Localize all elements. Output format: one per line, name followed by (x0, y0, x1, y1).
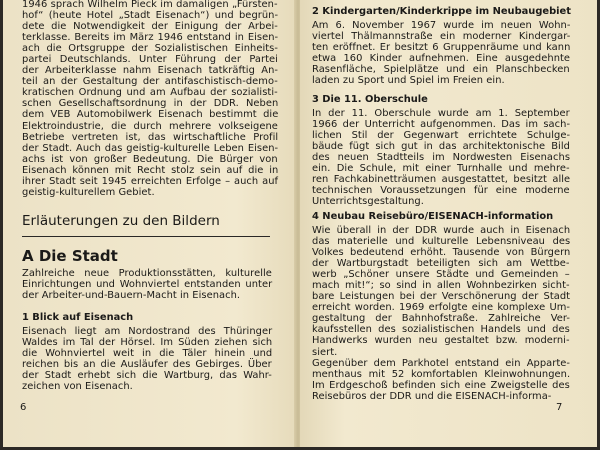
text-line: lichen Stil der Gegenwart errichtete Schulge- (312, 130, 571, 142)
section-rule (22, 236, 270, 237)
text-line: partei Deutschlands. Unter Führung der Partei (22, 54, 278, 66)
text-line: der Stadt erhebt sich die Wartburg, das Wahr- (22, 370, 272, 382)
item2-paragraph (312, 20, 570, 86)
text-line: dete die Notwendigkeit der Einigung der Arbei- (22, 21, 278, 33)
text-line: viertel Thälmannstraße ein moderner Kindergar- (312, 31, 571, 43)
text-line: bare Leistungen bei der Verschönerung der Stadt (312, 291, 571, 303)
text-line: Rasenfläche, Spielplätze und ein Planschbecken (312, 64, 570, 76)
text-line: In der 11. Oberschule wurde am 1. September (312, 108, 570, 119)
text-line: 1946 sprach Wilhelm Pieck im damaligen „Fürsten- (22, 0, 278, 10)
text-line: teil an der Gestaltung der antifaschistisch-demo- (22, 76, 278, 88)
text-line: Eisenach können mit Recht stolz sein auf die in (22, 164, 279, 176)
text-line: reichen bis an die Ausläufer des Gebirges. Über (22, 359, 272, 371)
text-line: schen Gesellschaftsordnung in der DDR. Neben (22, 98, 279, 110)
text-line: ach die Ortsgruppe der Sozialistischen Einheits- (22, 43, 278, 55)
text-line: Im Erdgeschoß befinden sich eine Zweigstelle des (312, 379, 570, 391)
part-a-paragraph (22, 268, 272, 301)
page-number-left: 6 (20, 402, 27, 413)
text-line: menthaus mit 52 komfortablen Kleinwohnungen. (312, 368, 571, 380)
text-line: 1966 der Unterricht aufgenommen. Das im sach- (312, 119, 571, 131)
frame-left (0, 0, 3, 450)
text-line: ein. Die Schule, mit einer Turnhalle und mehre- (312, 163, 570, 175)
intro-paragraph (22, 0, 278, 198)
text-line: Elektroindustrie, die durch mehrere volkseigene (22, 120, 278, 132)
text-line: kaufsstellen des sozialistischen Handels und des (312, 324, 570, 336)
part-a-title: A Die Stadt (22, 247, 118, 265)
text-line: kratischen Ordnung und am Aufbau der sozialisti- (22, 87, 278, 99)
text-line: laden zu Sport und Spiel im Freien ein. (312, 75, 505, 87)
text-line: Reisebüros der DDR und die EISENACH-informa- (312, 390, 552, 402)
section-title: Erläuterungen zu den Bildern (22, 213, 220, 229)
text-line: ihrer Stadt seit 1945 erreichten Erfolge – auch auf (22, 175, 279, 187)
text-line: technischen Voraussetzungen für eine moderne (312, 185, 570, 197)
text-line: erreicht worden. 1969 erfolgte eine komplexe Um- (312, 302, 571, 314)
text-line: der Stadt. Auch das geistig-kulturelle Leben Eisen- (22, 142, 279, 154)
item1-paragraph (22, 326, 272, 392)
text-line: gestaltung der Bahnhofstraße. Zahlreiche Ver- (312, 313, 571, 325)
text-line: Betriebe vertreten ist, das wirtschaftliche Profil (22, 131, 279, 143)
text-line: des neuen Stadtteils im Nordwesten Eisenachs (312, 152, 571, 164)
item2-title: 2 Kindergarten/Kinderkrippe im Neubaugebiet (312, 6, 571, 17)
text-line: dem VEB Automobilwerk Eisenach bestimmt die (22, 109, 279, 121)
text-line: das materielle und kulturelle Lebensniveau des (312, 236, 571, 248)
right-page (300, 0, 600, 450)
text-line: Wie überall in der DDR wurde auch in Eisenach (312, 225, 571, 236)
text-line: siert. (312, 346, 338, 358)
text-line: achs ist von großer Bedeutung. Die Bürger von (22, 153, 278, 165)
text-line: Eisenach liegt am Nordostrand des Thüringer (22, 326, 273, 337)
text-line: Waldes im Tal der Hörsel. Im Süden ziehen sich (22, 337, 273, 349)
text-line: Einrichtungen und Wohnviertel entstanden unter (22, 279, 273, 291)
item1-title: 1 Blick auf Eisenach (22, 312, 134, 323)
text-line: ten eröffnet. Er besitzt 6 Gruppenräume und kann (312, 42, 571, 54)
text-line: der Arbeiterklasse nahm Eisenach tatkräftig An- (22, 65, 279, 77)
text-line: Handwerks wurden neu gestaltet bzw. moderni- (312, 335, 570, 347)
text-line: ren Fachkabinetträumen ausgestattet, besitzt alle (312, 174, 571, 186)
item3-title: 3 Die 11. Oberschule (312, 94, 428, 105)
text-line: der Arbeiter-und-Bauern-Macht in Eisenach. (22, 290, 241, 302)
item4-title: 4 Neubau Reisebüro/EISENACH-information (312, 211, 554, 222)
text-line: werb „Schöner unsere Städte und Gemeinden – (312, 269, 570, 281)
text-line: Unterrichtsgestaltung. (312, 196, 424, 208)
left-page (0, 0, 296, 450)
text-line: etwa 160 Kinder aufnehmen. Eine ausgedehnte (312, 53, 571, 65)
text-line: mach mit!“; so sind in allen Wohnbezirken sicht- (312, 280, 570, 292)
text-line: der Wartburgstadt beteiligten sich am Wettbe- (312, 258, 570, 270)
text-line: hof“ (heute Hotel „Stadt Eisenach“) und begrün- (22, 10, 279, 22)
text-line: Am 6. November 1967 wurde im neuen Wohn- (312, 20, 571, 31)
text-line: Zahlreiche neue Produktionsstätten, kulturelle (22, 268, 272, 279)
text-line: zeichen von Eisenach. (22, 381, 133, 393)
item3-paragraph (312, 108, 570, 207)
text-line: geistig-kulturellem Gebiet. (22, 186, 155, 198)
item4-paragraph (312, 225, 570, 402)
text-line: bäude fügt sich gut in das architektonische Bild (312, 141, 570, 153)
text-line: Volkes bedeutend erhöht. Tausende von Bürgern (312, 247, 571, 259)
text-line: Gegenüber dem Parkhotel entstand ein Apparte- (312, 357, 571, 369)
text-line: die Wohnviertel weit in die Täler hinein und (22, 348, 273, 360)
text-line: terklasse. Bereits im März 1946 entstand in Eisen- (22, 32, 279, 44)
page-number-right: 7 (556, 402, 563, 413)
